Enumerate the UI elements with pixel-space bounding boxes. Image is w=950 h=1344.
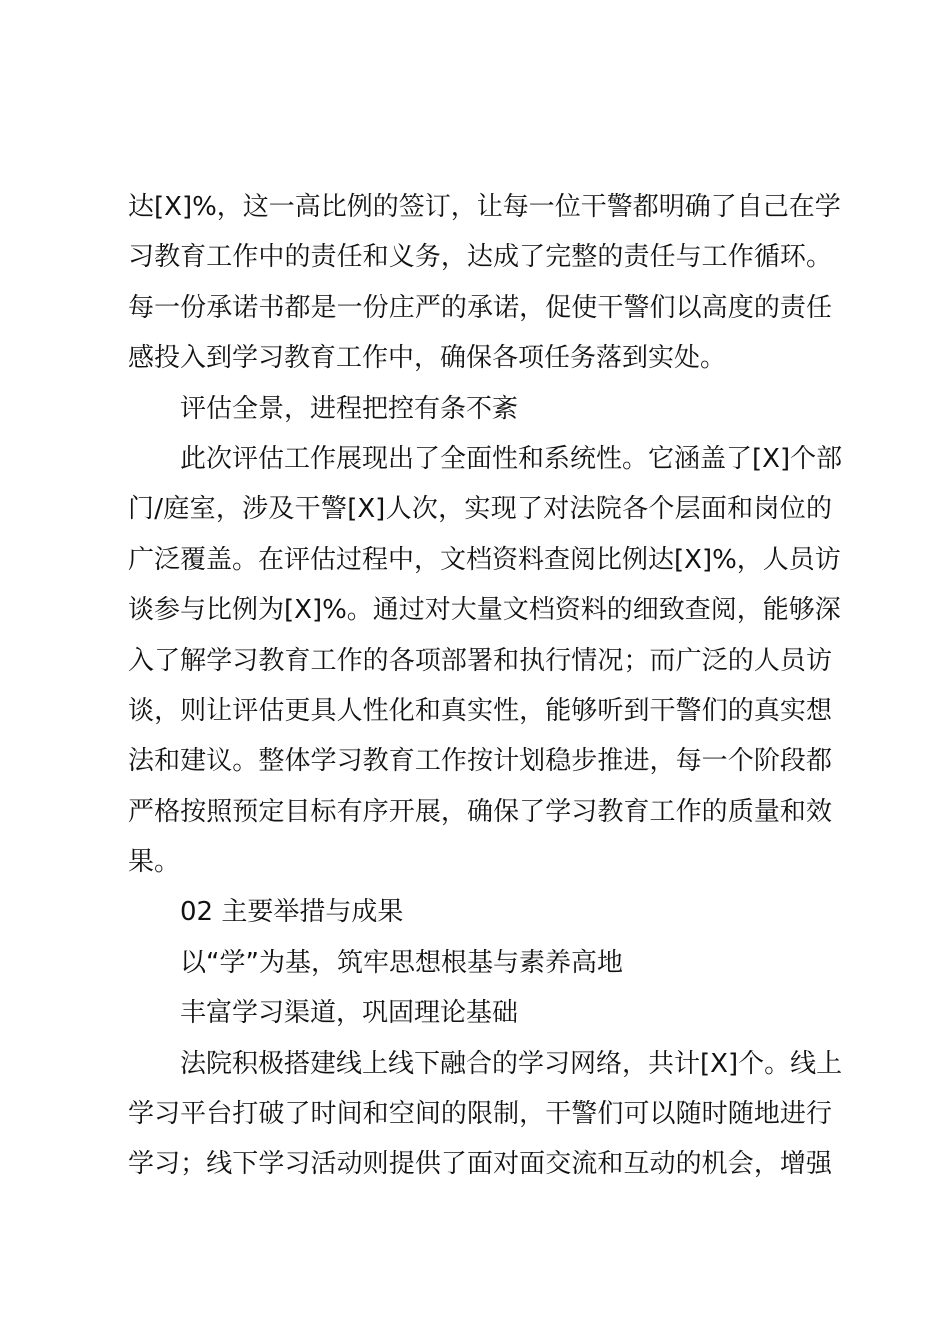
section-heading: 评估全景，进程把控有条不紊 bbox=[180, 393, 519, 424]
paragraph-line: 此次评估工作展现出了全面性和系统性。它涵盖了[X]个部 bbox=[180, 443, 843, 474]
paragraph-line: 严格按照预定目标有序开展，确保了学习教育工作的质量和效 bbox=[128, 796, 832, 827]
paragraph-line: 果。 bbox=[128, 847, 181, 878]
paragraph-line: 学习；线下学习活动则提供了面对面交流和互动的机会，增强 bbox=[128, 1149, 832, 1180]
paragraph-line: 入了解学习教育工作的各项部署和执行情况；而广泛的人员访 bbox=[128, 645, 832, 676]
paragraph-line: 每一份承诺书都是一份庄严的承诺，促使干警们以高度的责任 bbox=[128, 292, 832, 323]
section-heading: 丰富学习渠道，巩固理论基础 bbox=[180, 998, 519, 1029]
paragraph-line: 达[X]%，这一高比例的签订，让每一位干警都明确了自己在学 bbox=[128, 192, 841, 222]
paragraph-line: 谈参与比例为[X]%。通过对大量文档资料的细致查阅，能够深 bbox=[128, 595, 841, 626]
paragraph-line: 感投入到学习教育工作中，确保各项任务落到实处。 bbox=[128, 343, 727, 374]
paragraph-line: 习教育工作中的责任和义务，达成了完整的责任与工作循环。 bbox=[128, 242, 832, 273]
paragraph-line: 学习平台打破了时间和空间的限制，干警们可以随时随地进行 bbox=[128, 1099, 832, 1130]
paragraph-line: 谈，则让评估更具人性化和真实性，能够听到干警们的真实想 bbox=[128, 695, 832, 726]
section-heading: 以“学”为基，筑牢思想根基与素养高地 bbox=[180, 947, 623, 978]
document-body bbox=[128, 182, 843, 1190]
paragraph-line: 法和建议。整体学习教育工作按计划稳步推进，每一个阶段都 bbox=[128, 746, 832, 777]
paragraph-line: 门/庭室，涉及干警[X]人次，实现了对法院各个层面和岗位的 bbox=[128, 494, 832, 525]
paragraph-line: 法院积极搭建线上线下融合的学习网络，共计[X]个。线上 bbox=[180, 1048, 843, 1079]
section-heading: 02 主要举措与成果 bbox=[180, 897, 404, 928]
paragraph-line: 广泛覆盖。在评估过程中，文档资料查阅比例达[X]%，人员访 bbox=[128, 544, 841, 575]
